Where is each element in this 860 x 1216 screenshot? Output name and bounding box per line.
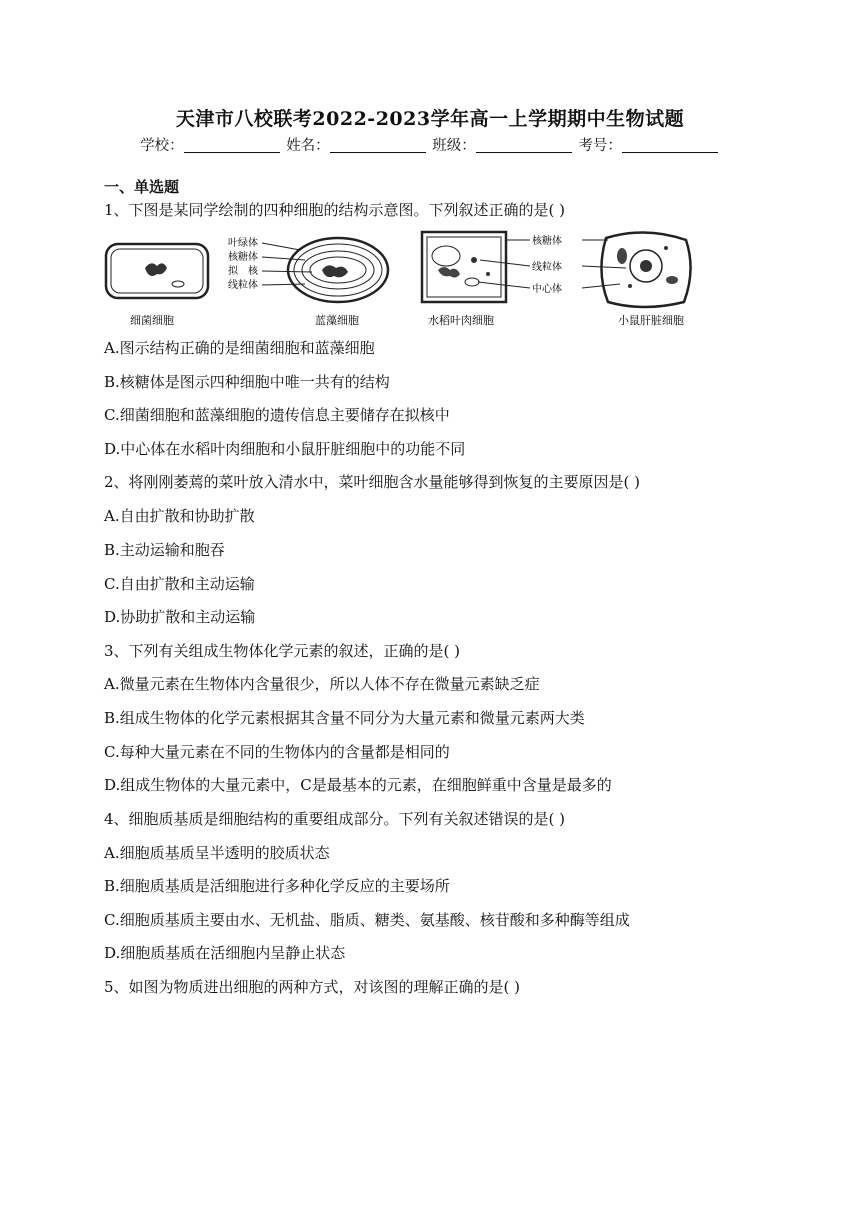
- question-2-stem: 2、将刚刚萎蔫的菜叶放入清水中，菜叶细胞含水量能够得到恢复的主要原因是( ): [104, 473, 641, 491]
- label-ribosome: 核糖体: [228, 252, 258, 263]
- exam-no-blank[interactable]: [622, 138, 718, 153]
- q3-option-b: B.组成生物体的化学元素根据其含量不同分为大量元素和微量元素两大类: [104, 709, 585, 727]
- q2-option-d: D.协助扩散和主动运输: [104, 608, 256, 626]
- school-blank[interactable]: [184, 138, 280, 153]
- q4-option-b: B.细胞质基质是活细胞进行多种化学反应的主要场所: [104, 877, 450, 895]
- caption-cyanobacteria: 蓝藻细胞: [315, 314, 359, 327]
- rice-leaf-cell-diagram: [422, 232, 506, 302]
- mouse-liver-cell-diagram: [601, 232, 690, 307]
- caption-bacteria: 细菌细胞: [130, 314, 174, 327]
- exam-no-label: 考号：: [578, 138, 622, 154]
- q3-option-a: A.微量元素在生物体内含量很少，所以人体不存在微量元素缺乏症: [104, 675, 540, 693]
- label-ribosome-right: 核糖体: [532, 236, 562, 247]
- class-blank[interactable]: [476, 138, 572, 153]
- caption-rice-leaf: 水稻叶肉细胞: [428, 314, 494, 327]
- question-3-stem: 3、下列有关组成生物体化学元素的叙述，正确的是( ): [104, 642, 461, 660]
- q4-option-a: A.细胞质基质呈半透明的胶质状态: [104, 844, 330, 862]
- q1-option-d: D.中心体在水稻叶肉细胞和小鼠肝脏细胞中的功能不同: [104, 440, 466, 458]
- q4-option-d: D.细胞质基质在活细胞内呈静止状态: [104, 944, 346, 962]
- q3-option-c: C.每种大量元素在不同的生物体内的含量都是相同的: [104, 743, 450, 761]
- question-1-stem: 1、下图是某同学绘制的四种细胞的结构示意图。下列叙述正确的是( ): [104, 201, 566, 219]
- q2-option-a: A.自由扩散和协助扩散: [104, 507, 255, 525]
- document-title: 天津市八校联考2022-2023学年高一上学期期中生物试题: [175, 108, 685, 130]
- student-info-line: [0, 134, 860, 155]
- q1-option-b: B.核糖体是图示四种细胞中唯一共有的结构: [104, 373, 390, 391]
- name-label: 姓名：: [286, 138, 330, 154]
- label-mitochondria-right: 线粒体: [532, 262, 562, 273]
- q2-option-c: C.自由扩散和主动运输: [104, 575, 255, 593]
- label-nucleoid: 拟 核: [228, 266, 258, 277]
- q2-option-b: B.主动运输和胞吞: [104, 541, 225, 559]
- section-heading: 一、单选题: [104, 178, 180, 196]
- q3-option-d: D.组成生物体的大量元素中，C是最基本的元素，在细胞鲜重中含量是最多的: [104, 776, 612, 794]
- q1-option-c: C.细菌细胞和蓝藻细胞的遗传信息主要储存在拟核中: [104, 406, 450, 424]
- q1-option-a: A.图示结构正确的是细菌细胞和蓝藻细胞: [104, 339, 375, 357]
- bacteria-cell-diagram: [106, 244, 208, 298]
- school-label: 学校：: [140, 138, 184, 154]
- class-label: 班级：: [432, 138, 476, 154]
- q4-option-c: C.细胞质基质主要由水、无机盐、脂质、糖类、氨基酸、核苷酸和多种酶等组成: [104, 911, 630, 929]
- question-4-stem: 4、细胞质基质是细胞结构的重要组成部分。下列有关叙述错误的是( ): [104, 810, 566, 828]
- label-centrosome: 中心体: [532, 284, 562, 295]
- cell-structure-figure: [100, 226, 700, 330]
- label-chloroplast: 叶绿体: [228, 238, 258, 249]
- name-blank[interactable]: [330, 138, 426, 153]
- cyanobacteria-cell-diagram: [288, 238, 388, 302]
- label-mitochondria: 线粒体: [228, 280, 258, 291]
- caption-mouse-liver: 小鼠肝脏细胞: [618, 314, 684, 327]
- question-5-stem: 5、如图为物质进出细胞的两种方式，对该图的理解正确的是( ): [104, 978, 521, 996]
